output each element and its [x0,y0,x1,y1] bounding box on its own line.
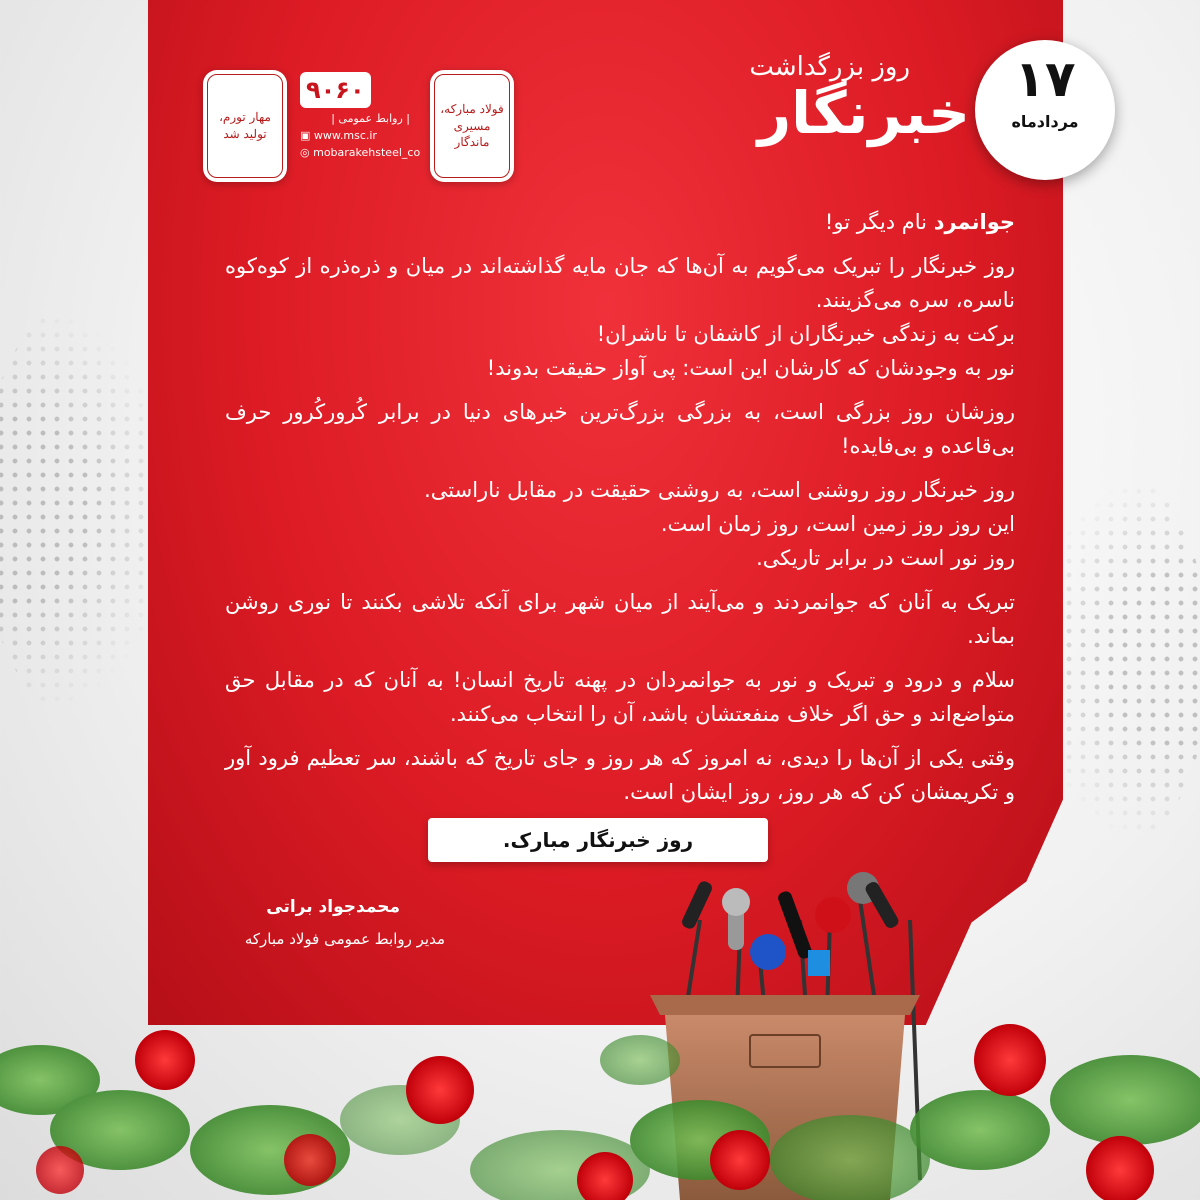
signature-role: مدیر روابط عمومی فولاد مبارکه [244,930,445,948]
microphone-icon [808,950,830,976]
paragraph: سلام و درود و تبریک و نور به جوانمردان در پهنه تاریخ انسان! به آنان که در مقابل حق متواضع‌اند و حق اگر خلاف منفعتشان باشد، آن را انتخاب می‌کنند. [225,668,1015,726]
msc-logo: ۹۰۶۰ [300,72,371,108]
greeting-banner: روز خبرنگار مبارک. [428,818,768,862]
podium-top [650,995,920,1015]
microphone-icon [863,880,900,930]
paragraph: تبریک به آنان که جوانمردند و می‌آیند از میان شهر برای آنکه تلاشی بکنند تا نوری روشن بماند. [225,590,1015,648]
paragraph: وقتی یکی از آن‌ها را دیدی، نه امروز که هر روز و جای تاریخ که باشند، سر تعظیم فرود آور و تکریمشان کن که هر روز، روز ایشان است. [225,746,1015,804]
msc-dept: | روابط عمومی | [331,112,410,125]
microphone-icon [750,934,786,970]
flower-icon [406,1056,474,1124]
msc-web: ▣ www.msc.ir [300,129,377,142]
microphone-icon [722,888,750,916]
paragraph: روز خبرنگار را تبریک می‌گویم به آن‌ها که جان مایه گذاشته‌اند در میان و ذره‌ذره از کوه‌کوه ناسره، سره می‌گزینند. [225,254,1015,312]
title-small: روز بزرگداشت [749,52,910,82]
flower-icon [974,1024,1046,1096]
web-icon: ▣ [300,129,314,142]
title-big: خبرنگار [757,79,970,147]
date-number: ۱۷ [1014,50,1076,108]
paragraph: روزشان روز بزرگی است، به بزرگی بزرگ‌ترین خبرهای دنیا در برابر کُرورکُرور حرف بی‌قاعده و بی‌فایده! [225,400,1015,458]
message-body [225,205,1015,819]
slogan-logo-left: مهار تورم، تولید شد [203,70,287,182]
paragraph: این روز روز زمین است، روز زمان است. [660,512,1015,536]
title-block [640,52,970,146]
msc-social: ◎ mobarakehsteel_co [300,146,421,159]
paragraph: نور به وجودشان که کارشان این است: پی آواز حقیقت بدوند! [486,356,1015,380]
date-month: مردادماه [1011,112,1079,131]
flower-icon [36,1146,84,1194]
instagram-icon: ◎ [300,146,314,159]
flower-icon [710,1130,770,1190]
paragraph: روز نور است در برابر تاریکی. [756,546,1015,570]
date-badge [975,40,1115,180]
slogan-logo-right: فولاد مبارکه، مسیری ماندگار [430,70,514,182]
flower-icon [135,1030,195,1090]
lead-line: جوانمرد نام دیگر تو! [824,210,1015,234]
flower-icon [1086,1136,1154,1200]
msc-logo-block [300,72,420,159]
paragraph: روز خبرنگار روز روشنی است، به روشنی حقیقت در مقابل ناراستی. [424,478,1015,502]
paragraph: برکت به زندگی خبرنگاران از کاشفان تا ناشران! [596,322,1015,346]
microphone-icon [680,879,714,930]
signature-name: محمدجواد براتی [266,897,400,917]
microphone-icon [815,897,851,933]
flowers-foliage [0,1020,1200,1200]
flower-icon [284,1134,336,1186]
